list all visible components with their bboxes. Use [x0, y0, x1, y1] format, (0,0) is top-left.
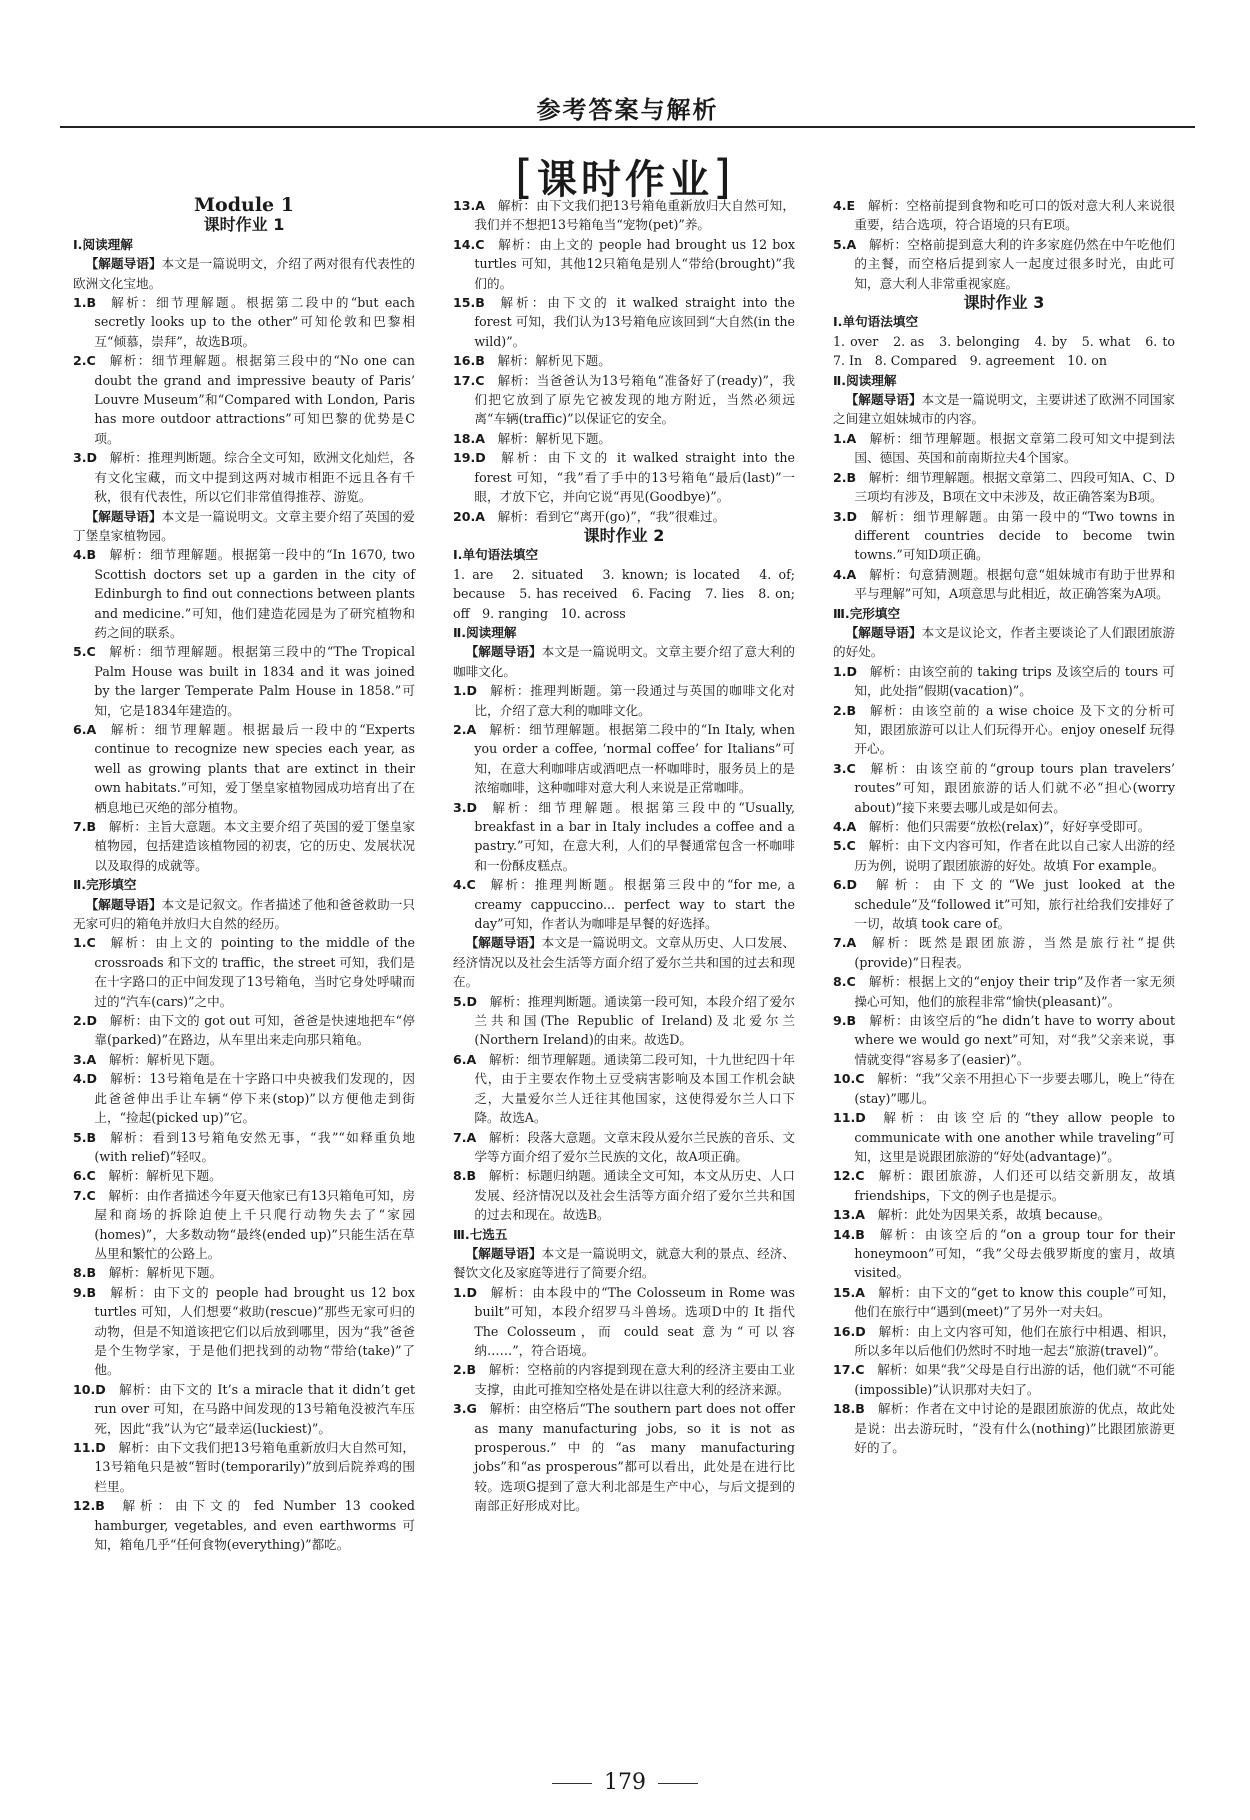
answer-explanation: 解析：解析见下题。: [108, 1265, 223, 1281]
answer-explanation: 解析：推理判断题。根据第三段中的“for me, a creamy cappuccino... perfect way to start the day”可知，作者认为咖啡是早餐的好选择。: [474, 877, 795, 932]
guide-label: 【解题导语】: [465, 644, 542, 660]
answer-explanation: 解析：由空格后“The southern part does not offer as many manufacturing jobs, so it is not as prosperous.”中的“as many manufacturing jobs”和“as prosperous”都可以看出，此处是在进行比较。选项G提到了意大利北部是生产中心，与后文提到的南部正好形成对比。: [474, 1401, 795, 1514]
dash-right: [658, 1783, 698, 1784]
answer-explanation: 解析：标题归纳题。通读全文可知，本文从历史、人口发展、经济情况以及社会生活等方面介绍了爱尔兰共和国的过去和现在。故选B。: [474, 1168, 795, 1223]
answer-explanation: 解析：由该空后的“on a group tour for their honeymoon”可知，“我”父母去俄罗斯度的蜜月，故填 visited。: [854, 1226, 1175, 1281]
answer-number: 18.A: [453, 430, 486, 446]
answer-number: 20.A: [453, 508, 486, 524]
answer-item: [833, 235, 1175, 293]
answer-item: [833, 507, 1175, 565]
answer-item: [453, 798, 795, 876]
answer-column-1: [73, 196, 415, 1554]
answer-item: [833, 1108, 1175, 1166]
answer-item: [73, 1186, 415, 1264]
lesson-heading: 课时作业 2: [583, 525, 665, 545]
answer-explanation: 解析：当爸爸认为13号箱龟“准备好了(ready)”，我们把它放到了原先它被发现的地方附近，当然必须远离“车辆(traffic)”以保证它的安全。: [474, 372, 795, 427]
answer-item: [453, 720, 795, 798]
answer-explanation: 解析：推理判断题。第一段通过与英国的咖啡文化对比，介绍了意大利的咖啡文化。: [474, 683, 795, 718]
answer-explanation: 解析：由下文我们把13号箱龟重新放归大自然可知，13号箱龟只是被“暂时(temporarily)”放到后院养鸡的围栏里。: [94, 1440, 415, 1494]
answer-item: [73, 293, 415, 351]
answer-explanation: 解析：由下文的 people had brought us 12 box turtles 可知，人们想要“救助(rescue)”那些无家可归的动物，但是不知道该把它们以后放到哪里，因为“我”爸爸是个生物学家，于是他们把找到的动物“带给(take)”了他。: [94, 1284, 415, 1378]
answer-number: 16.D: [833, 1323, 866, 1339]
answer-item: [453, 235, 795, 293]
answer-explanation: 解析：由上文的 people had brought us 12 box turtles 可知，其他12只箱龟是别人“带给(brought)”我们的。: [474, 236, 795, 291]
answer-explanation: 解析：由该空前的“group tours plan travelers’ routes”可知，跟团旅游的话人们就不必“担心(worry about)”接下来要去哪儿或是如何去。: [854, 760, 1175, 815]
answer-explanation: 解析：由下文内容可知，作者在此以自己家人出游的经历为例，说明了跟团旅游的好处。故填 For example。: [854, 838, 1175, 873]
section-heading: Ⅰ.单句语法填空: [833, 314, 919, 330]
answer-item: [453, 992, 795, 1050]
answer-item: [73, 1380, 415, 1438]
lesson-heading: 课时作业 1: [203, 215, 285, 235]
answer-number: 11.D: [73, 1440, 106, 1455]
answer-number: 13.A: [833, 1207, 866, 1223]
answer-number: 17.C: [453, 372, 485, 388]
answer-explanation: 解析：空格前提到意大利的许多家庭仍然在中午吃他们的主餐，而空格后提到家人一起度过很多时光，由此可知，意大利人非常重视家庭。: [854, 236, 1175, 291]
answer-explanation: 解析：由作者描述今年夏天他家已有13只箱龟可知，房屋和商场的拆除迫使上千只爬行动物失去了“家园(homes)”，大多数动物“最终(ended up)”只能生活在草丛里和繁忙的公路上。: [94, 1187, 415, 1261]
answer-item: [453, 196, 795, 235]
answer-item: [73, 1496, 415, 1554]
answer-number: 10.C: [833, 1071, 865, 1087]
page-number-text: 179: [604, 1770, 646, 1795]
answer-number: 9.B: [833, 1013, 857, 1029]
guide-label: 【解题导语】: [85, 896, 162, 912]
section-heading: Ⅰ.阅读理解: [73, 236, 133, 252]
answer-number: 3.D: [453, 799, 478, 815]
answer-item: [833, 1322, 1175, 1361]
answer-explanation: 解析：此处为因果关系，故填 because。: [877, 1207, 1111, 1223]
guide-label: 【解题导语】: [465, 1245, 542, 1261]
answer-item: [453, 681, 795, 720]
answer-number: 4.D: [73, 1071, 98, 1087]
answer-item: [833, 1205, 1175, 1224]
answer-item: [453, 875, 795, 933]
answer-item: [833, 972, 1175, 1011]
answer-explanation: 解析：根据上文的“enjoy their trip”及作者一家无须操心可知，他们的旅程非常“愉快(pleasant)”。: [854, 974, 1175, 1009]
answer-explanation: 解析：由下文的 got out 可知，爸爸是快速地把车“停靠(parked)”在路边，从车里出来走向那只箱龟。: [94, 1013, 415, 1048]
answer-item: [833, 1069, 1175, 1108]
answer-explanation: 解析：句意猜测题。根据句意“姐妹城市有助于世界和平与理解”可知，A项意思与此相近，故正确答案为A项。: [854, 566, 1175, 602]
answer-item: [73, 1050, 415, 1069]
answer-number: 5.C: [833, 838, 856, 854]
answer-number: 1.D: [453, 1284, 478, 1300]
answer-item: [833, 836, 1175, 875]
answer-number: 6.C: [73, 1168, 96, 1184]
answer-item: [833, 1011, 1175, 1069]
answer-item: [833, 701, 1175, 759]
answer-item: [833, 1360, 1175, 1399]
lesson-heading: 课时作业 3: [963, 293, 1045, 313]
answer-explanation: 解析：由下文的 it walked straight into the forest 可知，“我”看了手中的13号箱龟“最后(last)”一眼，才放下它，并向它说“再见(Goodbye)”。: [474, 450, 795, 505]
answer-explanation: 解析：由上文的 pointing to the middle of the crossroads 和下文的 traffic，the street 可知，我们是在十字路口的正中间发现了13号箱龟，当时它身处呼啸而过的“汽车(cars)”之中。: [94, 935, 415, 1009]
section-heading: Ⅱ.完形填空: [73, 877, 137, 893]
answer-explanation: 解析：由下文我们把13号箱龟重新放归大自然可知，我们并不想把13号箱龟当“宠物(pet)”养。: [474, 198, 795, 233]
answer-explanation: 解析：他们只需要“放松(relax)”，好好享受即可。: [868, 819, 1151, 834]
answer-item: [833, 662, 1175, 701]
answer-explanation: 解析：解析见下题。: [108, 1051, 223, 1067]
answer-explanation: 解析：由该空后的“they allow people to communicate with one another while traveling”可知，这里是说跟团旅游的“好处(advantage)”。: [854, 1110, 1175, 1164]
answer-number: 1.D: [833, 663, 858, 679]
answer-number: 2.B: [453, 1362, 477, 1378]
answer-explanation: 解析：跟团旅游，人们还可以结交新朋友，故填 friendships，下文的例子也是提示。: [854, 1168, 1175, 1203]
answer-item: [73, 933, 415, 1011]
answer-explanation: 解析：推理判断题。通读第一段可知，本段介绍了爱尔兰共和国(The Republic of Ireland)及北爱尔兰(Northern Ireland)的由来。故选D。: [474, 993, 795, 1048]
guide-text: 本文是一篇说明文，介绍了两对很有代表性的欧洲文化宝地。: [73, 256, 416, 291]
answer-number: 2.A: [453, 721, 477, 737]
answer-explanation: 解析：段落大意题。文章末段从爱尔兰民族的音乐、文学等方面介绍了爱尔兰民族的文化，故A项正确。: [474, 1129, 795, 1164]
section-heading: Ⅲ.完形填空: [833, 605, 901, 621]
answer-item: [453, 293, 795, 351]
answer-explanation: 解析：由该空前的 a wise choice 及下文的分析可知，跟团旅游可以让人们玩得开心。enjoy oneself 玩得开心。: [854, 702, 1175, 757]
answer-item: [453, 429, 795, 448]
guide-paragraph: [73, 254, 415, 293]
answer-number: 18.B: [833, 1401, 865, 1417]
answer-item: [833, 1399, 1175, 1457]
guide-text: 本文是一篇说明文。文章从历史、人口发展、经济情况以及社会生活等方面介绍了爱尔兰共和国的过去和现在。: [453, 935, 796, 990]
answer-explanation: 解析：由上文内容可知，他们在旅行中相遇、相识，所以多年以后他们仍然时不时地一起去“旅游(travel)”。: [854, 1323, 1175, 1358]
answer-item: [73, 448, 415, 506]
answer-number: 7.A: [833, 935, 857, 951]
answer-number: 6.A: [73, 721, 97, 737]
guide-paragraph: [453, 642, 795, 681]
answer-explanation: 解析：由下文的 it walked straight into the forest 可知，我们认为13号箱龟应该回到“大自然(in the wild)”。: [474, 295, 795, 349]
answer-number: 14.C: [453, 236, 485, 252]
answer-number: 8.B: [453, 1168, 477, 1184]
answer-number: 16.B: [453, 353, 485, 369]
answer-number: 7.B: [73, 819, 97, 834]
answer-number: 10.D: [73, 1381, 106, 1397]
answer-item: [833, 565, 1175, 604]
right-bracket: ]: [713, 150, 735, 204]
answer-number: 14.B: [833, 1226, 865, 1242]
guide-text: 本文是议论文，作者主要谈论了人们跟团旅游的好处。: [833, 624, 1176, 660]
guide-paragraph: [833, 623, 1175, 662]
answer-item: [833, 1283, 1175, 1322]
answer-number: 7.C: [73, 1187, 96, 1203]
guide-paragraph: [453, 1244, 795, 1283]
answer-explanation: 解析：看到13号箱龟安然无事，“我”“如释重负地(with relief)”轻叹。: [94, 1129, 415, 1164]
answer-explanation: 解析：细节理解题。根据第二段中的“but each secretly looks up to the other”可知伦敦和巴黎相互“倾慕，崇拜”，故选B项。: [94, 295, 415, 349]
guide-text: 本文是一篇说明文。文章主要介绍了英国的爱丁堡皇家植物园。: [73, 508, 416, 543]
answer-item: [73, 1263, 415, 1282]
answer-item: [833, 468, 1175, 507]
answer-explanation: 解析：细节理解题。根据第三段中的“Usually, breakfast in a bar in Italy includes a coffee and a pastry.”可知，在意大利，人们的早餐通常包含一杯咖啡和一份酥皮糕点。: [474, 799, 795, 873]
answer-number: 8.C: [833, 974, 856, 990]
answer-item: [453, 1399, 795, 1515]
answer-explanation: 解析：解析见下题。: [108, 1168, 222, 1184]
section-heading: Ⅱ.阅读理解: [833, 372, 897, 388]
answer-number: 1.D: [453, 683, 478, 699]
answer-item: [453, 1360, 795, 1399]
answer-explanation: 解析：13号箱龟是在十字路口中央被我们发现的，因此爸爸伸出手让车辆“停下来(stop)”以方便他走到街上，“捡起(picked up)”它。: [94, 1071, 415, 1126]
answer-item: [453, 1128, 795, 1167]
answer-number: 4.B: [73, 547, 97, 563]
answer-number: 2.B: [833, 702, 857, 718]
answer-number: 6.A: [453, 1051, 477, 1067]
answer-explanation: 解析：细节理解题。根据第三段中的“The Tropical Palm House was built in 1834 and it was joined by the larger Temperate Palm House in 1858.”可知，它是1834年建造的。: [94, 644, 415, 718]
answer-item: [73, 1069, 415, 1127]
answer-number: 15.A: [833, 1284, 866, 1300]
answer-number: 9.B: [73, 1284, 97, 1300]
answer-explanation: 解析：由该空前的 taking trips 及该空后的 tours 可知，此处指“假期(vacation)”。: [854, 663, 1175, 699]
guide-text: 本文是一篇说明文。文章主要介绍了意大利的咖啡文化。: [453, 644, 796, 679]
answer-explanation: 解析：细节理解题。根据文章第二段可知文中提到法国、德国、英国和前南斯拉夫4个国家。: [854, 430, 1175, 466]
answer-number: 17.C: [833, 1362, 865, 1378]
answer-item: [833, 1166, 1175, 1205]
module-heading: Module 1: [194, 194, 294, 216]
answer-number: 13.A: [453, 198, 486, 213]
answer-item: [453, 351, 795, 370]
answer-number: 1.C: [73, 935, 96, 951]
answer-explanation: 解析：细节理解题。由第一段中的“Two towns in different countries decide to become twin towns.”可知D项正确。: [854, 508, 1175, 563]
answer-item: [73, 817, 415, 875]
answer-number: 1.B: [73, 295, 97, 311]
answer-explanation: 解析：由下文的 It’s a miracle that it didn’t get run over 可知，在马路中间发现的13号箱龟没被汽车压死，因此“我”认为它“最幸运(luckiest)”。: [94, 1381, 415, 1436]
answer-number: 12.C: [833, 1168, 865, 1184]
answer-item: [73, 351, 415, 448]
answer-explanation: 解析：细节理解题。通读第二段可知，十九世纪四十年代，由于主要农作物土豆受病害影响及本国工作机会缺乏，大量爱尔兰人迁往其他国家，这使得爱尔兰人口下降。故选A。: [474, 1051, 795, 1126]
answer-item: [453, 1283, 795, 1361]
guide-label: 【解题导语】: [845, 624, 922, 640]
answer-item: [73, 1166, 415, 1185]
header-rule: [60, 126, 1195, 128]
guide-paragraph: [453, 933, 795, 991]
answer-explanation: 解析：细节理解题。根据第三段中的“No one can doubt the grand and impressive beauty of Paris’ Louvre Museum”和“Compared with London, Paris has more outdoor attractions”可知巴黎的优势是C项。: [94, 353, 415, 446]
guide-label: 【解题导语】: [845, 392, 922, 408]
answer-explanation: 解析：主旨大意题。本文主要介绍了英国的爱丁堡皇家植物园，包括建造该植物园的初衷，它的历史、发展状况以及取得的成就等。: [94, 819, 415, 873]
answer-number: 2.D: [73, 1013, 98, 1029]
answer-explanation: 解析：如果“我”父母是自行出游的话，他们就“不可能(impossible)”认识那对夫妇了。: [854, 1362, 1175, 1397]
section-heading: Ⅰ.单句语法填空: [453, 547, 539, 563]
answer-item: [833, 759, 1175, 817]
answer-number: 3.D: [73, 450, 98, 466]
answer-explanation: 解析：空格前提到食物和吃可口的饭对意大利人来说很重要，结合选项，符合语境的只有E项。: [854, 198, 1175, 233]
answer-number: 4.A: [833, 819, 857, 834]
answer-item: [453, 1166, 795, 1224]
section-title-text: 课时作业: [537, 157, 713, 203]
answer-item: [453, 1050, 795, 1128]
answer-item: [73, 1283, 415, 1380]
answer-number: 3.C: [833, 760, 856, 776]
answer-number: 5.D: [453, 993, 478, 1009]
answer-number: 3.G: [453, 1401, 477, 1417]
guide-text: 本文是一篇说明文，就意大利的景点、经济、餐饮文化及家庭等进行了简要介绍。: [453, 1245, 796, 1281]
answer-explanation: 解析：看到它“离开(go)”，“我”很难过。: [497, 508, 726, 524]
answer-explanation: 解析：解析见下题。: [497, 430, 611, 446]
answer-item: [73, 720, 415, 817]
answer-column-3: [833, 196, 1188, 1457]
answer-number: 4.A: [833, 566, 857, 582]
answer-column-2: [453, 196, 795, 1516]
answer-item: [453, 371, 795, 429]
answer-number: 12.B: [73, 1498, 105, 1514]
answer-explanation: 解析：既然是跟团旅游，当然是旅行社“提供(provide)”日程表。: [854, 935, 1175, 970]
answer-item: [73, 1438, 415, 1496]
answer-number: 5.A: [833, 236, 857, 252]
guide-paragraph: [833, 390, 1175, 429]
answer-number: 11.D: [833, 1110, 866, 1126]
answer-explanation: 解析：由本段中的“The Colosseum in Rome was built”可知，本段介绍罗马斗兽场。选项D中的 It 指代 The Colosseum，而 could seat 意为“可以容纳……”，符合语境。: [474, 1284, 795, 1358]
answer-explanation: 解析：细节理解题。根据最后一段中的“Experts continue to recognize new species each year, as well as growing plants that are extinct in their own habitats.”可知，爱丁堡皇家植物园成功培育出了在栖息地已灭绝的部分植物。: [94, 721, 415, 815]
answer-number: 5.B: [73, 1129, 97, 1145]
answer-explanation: 解析：空格前的内容提到现在意大利的经济主要由工业支撑，由此可推知空格处是在讲以往意大利的经济来源。: [474, 1362, 795, 1397]
section-heading: Ⅲ.七选五: [453, 1226, 508, 1242]
answer-number: 8.B: [73, 1265, 97, 1281]
page-number: [0, 1770, 1250, 1795]
answer-explanation: 解析：由下文的“get to know this couple”可知，他们在旅行中“遇到(meet)”了另外一对夫妇。: [854, 1284, 1175, 1320]
answer-item: [453, 448, 795, 506]
answer-explanation: 解析：细节理解题。根据第一段中的“In 1670, two Scottish doctors set up a garden in the city of Edinburgh to find out connections between plants and medicine.”可知，他们建造花园是为了研究植物和药之间的联系。: [94, 547, 415, 640]
answer-explanation: 解析：细节理解题。根据文章第二、四段可知A、C、D三项均有涉及，B项在文中未涉及，故正确答案为B项。: [854, 469, 1175, 505]
answer-list: 1. over 2. as 3. belonging 4. by 5. what 6. to 7. In 8. Compared 9. agreement 10. on: [833, 333, 1188, 369]
page-header: [60, 90, 1195, 128]
guide-label: 【解题导语】: [465, 935, 542, 951]
guide-label: 【解题导语】: [85, 508, 162, 524]
answer-list: 1. are 2. situated 3. known; is located 4. of; because 5. has received 6. Facing 7. lies 8. on; off 9. ranging 10. across: [453, 566, 795, 621]
answer-item: [833, 1225, 1175, 1283]
header-title: 参考答案与解析: [536, 96, 719, 124]
guide-text: 本文是记叙文。作者描述了他和爸爸救助一只无家可归的箱龟并放归大自然的经历。: [73, 896, 416, 932]
answer-item: [73, 1128, 415, 1167]
answer-item: [833, 429, 1175, 468]
answer-explanation: 解析：解析见下题。: [497, 353, 611, 369]
answer-item: [73, 1011, 415, 1050]
answer-number: 4.E: [833, 198, 856, 213]
answer-item: [73, 545, 415, 642]
answer-number: 6.D: [833, 877, 858, 893]
answer-number: 1.A: [833, 430, 857, 446]
answer-number: 19.D: [453, 450, 486, 466]
answer-number: 7.A: [453, 1129, 477, 1145]
answer-explanation: 解析：由下文的 fed Number 13 cooked hamburger, vegetables, and even earthworms 可知，箱龟几乎“任何食物(everything)”都吃。: [94, 1498, 415, 1553]
guide-paragraph: [73, 507, 415, 546]
answer-item: [833, 817, 1175, 836]
answer-explanation: 解析：由该空后的“he didn’t have to worry about where we would go next”可知，对“我”父亲来说，事情就变得“容易多了(easier)”。: [854, 1013, 1175, 1067]
section-heading: Ⅱ.阅读理解: [453, 624, 517, 640]
answer-item: [833, 933, 1175, 972]
answer-number: 5.C: [73, 644, 96, 660]
answer-number: 3.A: [73, 1051, 97, 1067]
answer-explanation: 解析：作者在文中讨论的是跟团旅游的优点，故此处是说：出去游玩时，“没有什么(nothing)”比跟团旅游更好的了。: [854, 1401, 1175, 1455]
answer-explanation: 解析：细节理解题。根据第二段中的“In Italy, when you order a coffee, ‘normal coffee’ for Italians”可知，在意大利咖啡店或酒吧点一杯咖啡时，服务员上的是浓缩咖啡，这种咖啡对意大利人来说是正常咖啡。: [474, 721, 795, 796]
answer-number: 15.B: [453, 295, 485, 311]
left-bracket: [: [515, 150, 537, 204]
answer-item: [833, 875, 1175, 933]
guide-label: 【解题导语】: [85, 256, 162, 272]
answer-number: 3.D: [833, 508, 858, 524]
answer-number: 4.C: [453, 877, 476, 893]
guide-paragraph: [73, 895, 415, 934]
answer-item: [833, 196, 1175, 235]
answer-item: [453, 507, 795, 526]
dash-left: [552, 1783, 592, 1784]
answer-number: 2.C: [73, 353, 96, 369]
answer-explanation: 解析：“我”父亲不用担心下一步要去哪儿，晚上“待在(stay)”哪儿。: [854, 1071, 1175, 1106]
guide-text: 本文是一篇说明文，主要讲述了欧洲不同国家之间建立姐妹城市的内容。: [833, 392, 1176, 427]
answer-explanation: 解析：由下文的“We just looked at the schedule”及“followed it”可知，旅行社给我们安排好了一切，故填 took care of。: [854, 877, 1175, 932]
answer-explanation: 解析：推理判断题。综合全文可知，欧洲文化灿烂，各有文化宝藏，而文中提到这两对城市相距不远且各有千秋，很有代表性，所以它们非常值得推荐、游览。: [94, 450, 415, 505]
answer-number: 2.B: [833, 469, 857, 485]
answer-item: [73, 642, 415, 720]
